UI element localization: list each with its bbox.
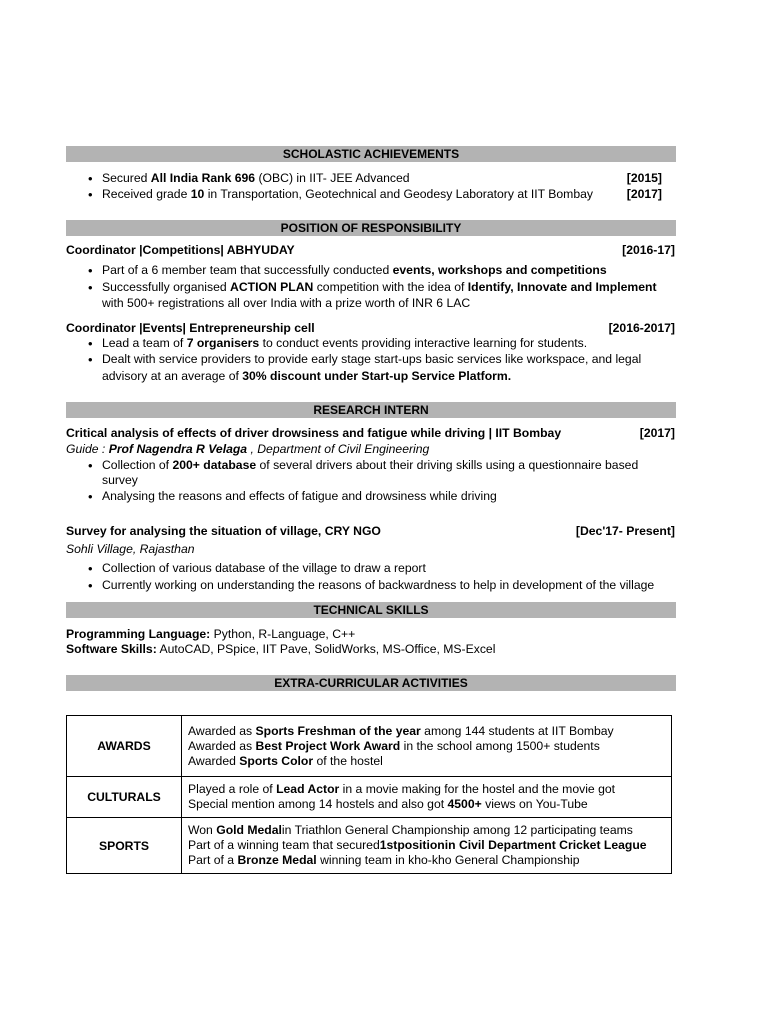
- category-culturals: CULTURALS: [67, 777, 182, 818]
- role-2-bullet-2: Dealt with service providers to provide early stage start-ups basic services like workspace, and legal: [102, 352, 642, 366]
- role-1-bullet-2-cont: with 500+ registrations all over India with a prize worth of INR 6 LAC: [102, 296, 471, 310]
- culturals-details: [182, 777, 672, 818]
- scholastic-item-2-date: [2017]: [626, 187, 662, 201]
- section-header-extracurricular: EXTRA-CURRICULAR ACTIVITIES: [66, 675, 676, 691]
- role-2-date: [2016-2017]: [608, 321, 675, 335]
- role-2-bullet-1: Lead a team of 7 organisers to conduct events providing interactive learning for students.: [102, 336, 588, 350]
- category-sports: SPORTS: [67, 818, 182, 874]
- list-item: Awarded Sports Color of the hostel: [188, 753, 383, 768]
- role-1-title: Coordinator |Competitions| ABHYUDAY: [66, 243, 295, 257]
- list-item: Played a role of Lead Actor in a movie making for the hostel and the movie got: [188, 782, 616, 796]
- bullet-icon: •: [88, 280, 93, 295]
- scholastic-item-1-date: [2015]: [626, 171, 662, 185]
- bullet-icon: •: [88, 336, 93, 351]
- project-1-bullet-1-cont: survey: [102, 473, 138, 487]
- project-1-bullet-2: Analysing the reasons and effects of fatigue and drowsiness while driving: [102, 489, 497, 503]
- programming-skills: Programming Language: Python, R-Language, C++: [66, 627, 356, 641]
- list-item: Won Gold Medalin Triathlon General Championship among 12 participating teams: [188, 823, 633, 837]
- project-2-bullet-1: Collection of various database of the village to draw a report: [102, 561, 426, 575]
- list-item: Awarded as Sports Freshman of the year among 144 students at IIT Bombay: [188, 723, 614, 738]
- table-row: [67, 777, 672, 818]
- table-row: [67, 716, 672, 777]
- software-skills: Software Skills: AutoCAD, PSpice, IIT Pave, SolidWorks, MS-Office, MS-Excel: [66, 642, 496, 656]
- role-1-date: [2016-17]: [622, 243, 675, 257]
- list-item: Part of a winning team that secured1stpositionin Civil Department Cricket League: [188, 838, 647, 852]
- project-1-bullet-1: Collection of 200+ database of several drivers about their driving skills using a questionnaire based: [102, 458, 639, 472]
- bullet-icon: •: [88, 352, 93, 367]
- section-header-responsibility: POSITION OF RESPONSIBILITY: [66, 220, 676, 236]
- scholastic-item-1: Secured All India Rank 696 (OBC) in IIT- JEE Advanced: [102, 171, 410, 185]
- awards-details: [182, 716, 672, 777]
- role-1-bullet-2: Successfully organised ACTION PLAN competition with the idea of Identify, Innovate and Implement: [102, 280, 657, 294]
- role-1-bullet-1: Part of a 6 member team that successfully conducted events, workshops and competitions: [102, 263, 607, 277]
- project-1-guide: Guide : Prof Nagendra R Velaga , Department of Civil Engineering: [66, 442, 430, 456]
- role-2-title: Coordinator |Events| Entrepreneurship cell: [66, 321, 315, 335]
- bullet-icon: •: [88, 171, 93, 186]
- bullet-icon: •: [88, 187, 93, 202]
- bullet-icon: •: [88, 489, 93, 504]
- sports-details: [182, 818, 672, 874]
- project-1-title: Critical analysis of effects of driver drowsiness and fatigue while driving | IIT Bombay: [66, 426, 562, 440]
- section-header-research: RESEARCH INTERN: [66, 402, 676, 418]
- list-item: Part of a Bronze Medal winning team in kho-kho General Championship: [188, 853, 580, 867]
- list-item: Awarded as Best Project Work Award in the school among 1500+ students: [188, 738, 600, 753]
- bullet-icon: •: [88, 263, 93, 278]
- role-2-bullet-2-cont: advisory at an average of 30% discount under Start-up Service Platform.: [102, 369, 512, 383]
- list-item: Special mention among 14 hostels and also got 4500+ views on You-Tube: [188, 797, 588, 811]
- project-2-place: Sohli Village, Rajasthan: [66, 542, 195, 556]
- bullet-icon: •: [88, 458, 93, 473]
- bullet-icon: •: [88, 578, 93, 593]
- project-2-bullet-2: Currently working on understanding the reasons of backwardness to help in development of the village: [102, 578, 655, 592]
- section-header-technical: TECHNICAL SKILLS: [66, 602, 676, 618]
- category-awards: AWARDS: [67, 716, 182, 777]
- extracurricular-table: [66, 715, 672, 874]
- section-header-scholastic: SCHOLASTIC ACHIEVEMENTS: [66, 146, 676, 162]
- scholastic-item-2: Received grade 10 in Transportation, Geotechnical and Geodesy Laboratory at IIT Bombay: [102, 187, 593, 201]
- bullet-icon: •: [88, 561, 93, 576]
- project-2-title: Survey for analysing the situation of village, CRY NGO: [66, 524, 381, 538]
- table-row: [67, 818, 672, 874]
- project-2-date: [Dec'17- Present]: [575, 524, 675, 538]
- project-1-date: [2017]: [639, 426, 675, 440]
